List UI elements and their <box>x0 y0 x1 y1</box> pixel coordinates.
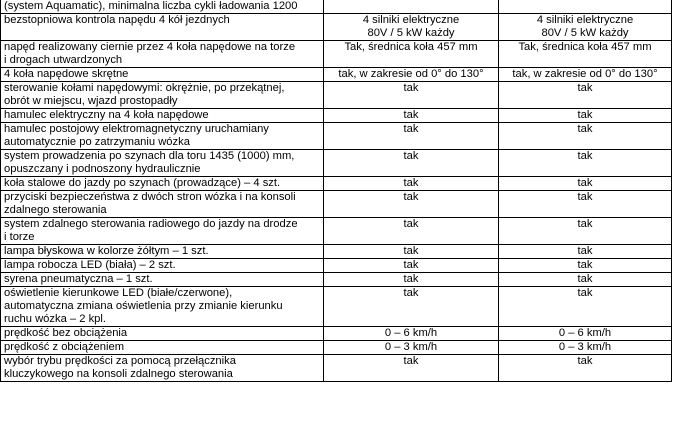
value-cell-1 <box>324 68 499 82</box>
cell-line: 80V / 5 kW każdy <box>367 27 455 39</box>
cell-line: tak <box>577 355 593 367</box>
cell-line: 4 silniki elektryczne <box>362 14 460 26</box>
value-cell-2 <box>499 287 672 327</box>
cell-line: tak <box>403 287 419 299</box>
parameter-cell <box>1 327 324 341</box>
table-row <box>1 355 672 382</box>
value-cell-2 <box>499 0 672 14</box>
value-cell-2 <box>499 177 672 191</box>
cell-line: 4 silniki elektryczne <box>536 14 634 26</box>
value-cell-1 <box>324 218 499 245</box>
cell-line: tak <box>577 123 593 135</box>
value-cell-1 <box>324 14 499 41</box>
table-row <box>1 41 672 68</box>
cell-line: tak, w zakresie od 0° do 130° <box>338 68 484 80</box>
cell-line: tak <box>403 109 419 121</box>
value-cell-2 <box>499 245 672 259</box>
cell-line: system zdalnego sterowania radiowego do jazdy na drodze <box>4 218 298 230</box>
cell-line: tak <box>577 287 593 299</box>
value-cell-1 <box>324 341 499 355</box>
cell-line: i drogach utwardzonych <box>4 54 123 66</box>
value-cell-1 <box>324 177 499 191</box>
cell-line: obrót w miejscu, wjazd prostopadły <box>4 95 178 107</box>
value-cell-1 <box>324 245 499 259</box>
parameter-cell <box>1 191 324 218</box>
cell-line: napęd realizowany ciernie przez 4 koła napędowe na torze <box>4 41 296 53</box>
table-row <box>1 123 672 150</box>
parameter-cell <box>1 177 324 191</box>
cell-line: lampa błyskowa w kolorze żółtym – 1 szt. <box>4 245 209 257</box>
value-cell-2 <box>499 109 672 123</box>
cell-line: tak <box>403 82 419 94</box>
cell-line: zdalnego sterowania <box>4 204 107 216</box>
value-cell-2 <box>499 327 672 341</box>
cell-line: sterowanie kołami napędowymi: okrężnie, po przekątnej, <box>4 82 285 94</box>
cell-line: tak <box>403 123 419 135</box>
value-cell-1 <box>324 41 499 68</box>
cell-line: tak <box>577 177 593 189</box>
parameter-cell <box>1 123 324 150</box>
table-row <box>1 259 672 273</box>
value-cell-2 <box>499 259 672 273</box>
table-row <box>1 177 672 191</box>
table-row <box>1 245 672 259</box>
cell-line: syrena pneumatyczna – 1 szt. <box>4 273 153 285</box>
cell-line: tak <box>403 150 419 162</box>
parameter-cell <box>1 341 324 355</box>
cell-line: bezstopniowa kontrola napędu 4 kół jezdnych <box>4 14 230 26</box>
cell-line: koła stalowe do jazdy po szynach (prowadzące) – 4 szt. <box>4 177 281 189</box>
table-row <box>1 273 672 287</box>
cell-line: tak <box>577 150 593 162</box>
cell-line: tak <box>577 218 593 230</box>
value-cell-2 <box>499 341 672 355</box>
value-cell-2 <box>499 68 672 82</box>
cell-line: 0 – 6 km/h <box>384 327 438 339</box>
value-cell-1 <box>324 150 499 177</box>
cell-line: tak <box>403 259 419 271</box>
cell-line: tak <box>577 273 593 285</box>
cell-line: tak <box>403 218 419 230</box>
cell-line: hamulec postojowy elektromagnetyczny uruchamiany <box>4 123 269 135</box>
value-cell-2 <box>499 218 672 245</box>
cell-line: tak <box>577 82 593 94</box>
cell-line: automatycznie po zatrzymaniu wózka <box>4 136 190 148</box>
cell-line: tak <box>577 191 593 203</box>
value-cell-2 <box>499 355 672 382</box>
cell-line: tak <box>403 273 419 285</box>
parameter-cell <box>1 82 324 109</box>
parameter-cell <box>1 245 324 259</box>
value-cell-1 <box>324 327 499 341</box>
cell-line: tak <box>577 109 593 121</box>
table-row <box>1 191 672 218</box>
cell-line: tak <box>403 177 419 189</box>
cell-line: automatyczna zmiana oświetlenia przy zmianie kierunku <box>4 300 283 312</box>
cell-line: (system Aquamatic), minimalna liczba cykli ładowania 1200 <box>4 0 298 12</box>
value-cell-1 <box>324 355 499 382</box>
parameter-cell <box>1 218 324 245</box>
table-row <box>1 109 672 123</box>
value-cell-2 <box>499 273 672 287</box>
value-cell-1 <box>324 0 499 14</box>
cell-line: 0 – 3 km/h <box>384 341 438 353</box>
value-cell-2 <box>499 14 672 41</box>
cell-line: tak <box>403 245 419 257</box>
value-cell-1 <box>324 123 499 150</box>
cell-line: system prowadzenia po szynach dla toru 1435 (1000) mm, <box>4 150 295 162</box>
cell-line: tak, w zakresie od 0° do 130° <box>512 68 658 80</box>
table-row <box>1 0 672 14</box>
value-cell-2 <box>499 41 672 68</box>
table-row <box>1 82 672 109</box>
cell-line: tak <box>403 191 419 203</box>
parameter-cell <box>1 259 324 273</box>
table-row <box>1 218 672 245</box>
parameter-cell <box>1 14 324 41</box>
cell-line: prędkość z obciążeniem <box>4 341 125 353</box>
cell-line: tak <box>577 245 593 257</box>
cell-line: ruchu wózka – 2 kpl. <box>4 313 106 325</box>
cell-line: i torze <box>4 231 35 243</box>
value-cell-2 <box>499 150 672 177</box>
cell-line: tak <box>403 355 419 367</box>
value-cell-1 <box>324 259 499 273</box>
table-row <box>1 150 672 177</box>
value-cell-1 <box>324 287 499 327</box>
cell-line: 0 – 6 km/h <box>558 327 612 339</box>
cell-line: opuszczany i podnoszony hydraulicznie <box>4 163 201 175</box>
value-cell-2 <box>499 191 672 218</box>
value-cell-1 <box>324 191 499 218</box>
table-row <box>1 14 672 41</box>
cell-line: kluczykowego na konsoli zdalnego sterowania <box>4 368 233 380</box>
cell-line: lampa robocza LED (biała) – 2 szt. <box>4 259 176 271</box>
parameter-cell <box>1 41 324 68</box>
table-row <box>1 68 672 82</box>
parameter-cell <box>1 355 324 382</box>
cell-line: przyciski bezpieczeństwa z dwóch stron wózka i na konsoli <box>4 191 296 203</box>
table-row <box>1 287 672 327</box>
cell-line: Tak, średnica koła 457 mm <box>518 41 652 53</box>
cell-line: Tak, średnica koła 457 mm <box>344 41 478 53</box>
table-row <box>1 341 672 355</box>
specification-table-body <box>1 0 672 382</box>
value-cell-2 <box>499 123 672 150</box>
parameter-cell <box>1 68 324 82</box>
cell-line: wybór trybu prędkości za pomocą przełącznika <box>4 355 236 367</box>
parameter-cell <box>1 287 324 327</box>
cell-line: prędkość bez obciążenia <box>4 327 128 339</box>
value-cell-1 <box>324 273 499 287</box>
value-cell-1 <box>324 109 499 123</box>
parameter-cell <box>1 0 324 14</box>
value-cell-1 <box>324 82 499 109</box>
parameter-cell <box>1 109 324 123</box>
value-cell-2 <box>499 82 672 109</box>
cell-line: 4 koła napędowe skrętne <box>4 68 129 80</box>
parameter-cell <box>1 273 324 287</box>
parameter-cell <box>1 150 324 177</box>
cell-line: oświetlenie kierunkowe LED (białe/czerwone), <box>4 287 233 299</box>
table-row <box>1 327 672 341</box>
cell-line: 0 – 3 km/h <box>558 341 612 353</box>
cell-line: tak <box>577 259 593 271</box>
cell-line: 80V / 5 kW każdy <box>541 27 629 39</box>
cell-line: hamulec elektryczny na 4 koła napędowe <box>4 109 209 121</box>
